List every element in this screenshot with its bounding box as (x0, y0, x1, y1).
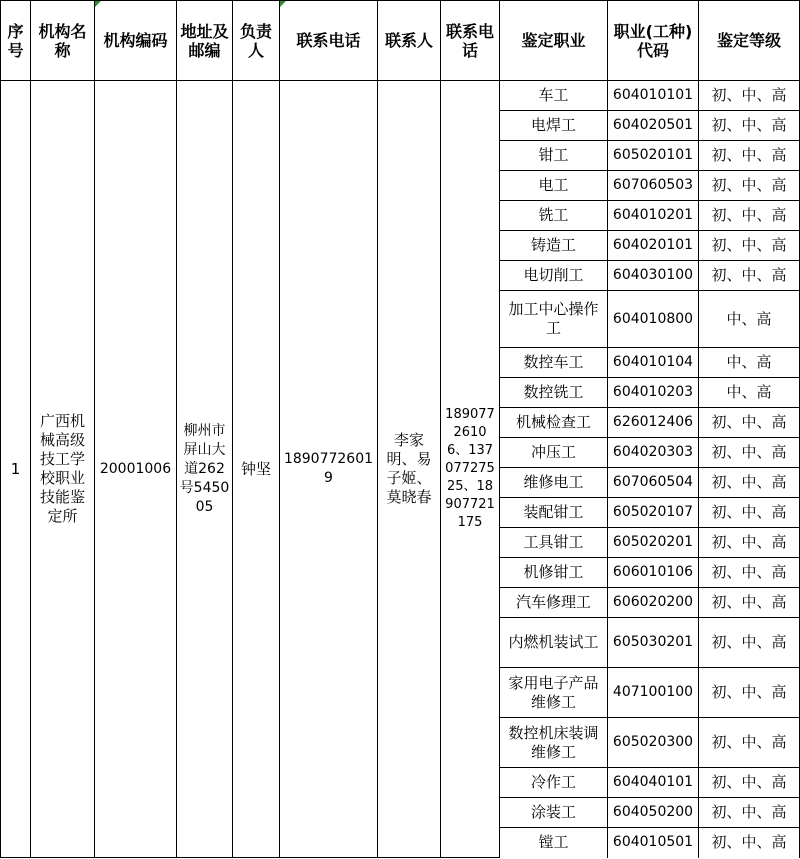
level-cell: 初、中、高 (699, 81, 800, 111)
occupation-cell: 汽车修理工 (500, 588, 608, 618)
occupation-code-cell: 604050200 (608, 798, 699, 828)
occupation-code-cell: 626012406 (608, 408, 699, 438)
occupation-cell: 工具钳工 (500, 528, 608, 558)
phone-cell: 18907726019 (280, 81, 378, 858)
header-phone: 联系电话 (280, 1, 378, 81)
head-cell: 钟坚 (233, 81, 280, 858)
header-contact-phone: 联系电话 (441, 1, 500, 81)
occupation-cell: 数控机床装调维修工 (500, 718, 608, 768)
occupation-cell: 电焊工 (500, 111, 608, 141)
occupation-cell: 冷作工 (500, 768, 608, 798)
occupation-code-cell: 605020300 (608, 718, 699, 768)
level-cell: 初、中、高 (699, 201, 800, 231)
level-cell: 初、中、高 (699, 828, 800, 858)
level-cell: 初、中、高 (699, 438, 800, 468)
level-cell: 初、中、高 (699, 498, 800, 528)
contact-cell: 李家明、易子姬、莫晓春 (378, 81, 441, 858)
occupation-cell: 铣工 (500, 201, 608, 231)
level-cell: 初、中、高 (699, 171, 800, 201)
level-cell: 初、中、高 (699, 588, 800, 618)
level-cell: 初、中、高 (699, 111, 800, 141)
occupation-code-cell: 605030201 (608, 618, 699, 668)
level-cell: 初、中、高 (699, 668, 800, 718)
level-cell: 初、中、高 (699, 141, 800, 171)
occupation-code-cell: 407100100 (608, 668, 699, 718)
occupation-code-cell: 604030100 (608, 261, 699, 291)
occupation-code-cell: 604010104 (608, 348, 699, 378)
occupation-code-cell: 605020201 (608, 528, 699, 558)
occupation-code-cell: 604010203 (608, 378, 699, 408)
occupation-code-cell: 605020107 (608, 498, 699, 528)
occupation-cell: 电切削工 (500, 261, 608, 291)
occupation-cell: 机械检查工 (500, 408, 608, 438)
occupation-cell: 车工 (500, 81, 608, 111)
occupation-code-cell: 607060504 (608, 468, 699, 498)
occupation-cell: 装配钳工 (500, 498, 608, 528)
level-cell: 初、中、高 (699, 468, 800, 498)
header-occupation: 鉴定职业 (500, 1, 608, 81)
level-cell: 中、高 (699, 348, 800, 378)
occupation-cell: 电工 (500, 171, 608, 201)
org-code-cell: 20001006 (95, 81, 177, 858)
org-name-cell: 广西机械高级技工学校职业技能鉴定所 (31, 81, 95, 858)
occupation-code-cell: 604040101 (608, 768, 699, 798)
occupation-cell: 加工中心操作工 (500, 291, 608, 348)
level-cell: 初、中、高 (699, 718, 800, 768)
occupation-cell: 铸造工 (500, 231, 608, 261)
occupation-cell: 冲压工 (500, 438, 608, 468)
occupation-code-cell: 606020200 (608, 588, 699, 618)
occupation-cell: 数控铣工 (500, 378, 608, 408)
occupation-code-cell: 604020501 (608, 111, 699, 141)
header-occupation-code: 职业(工种)代码 (608, 1, 699, 81)
occupation-code-cell: 605020101 (608, 141, 699, 171)
seq-cell: 1 (1, 81, 31, 858)
occupation-code-cell: 607060503 (608, 171, 699, 201)
occupation-cell: 内燃机装试工 (500, 618, 608, 668)
occupation-cell: 家用电子产品维修工 (500, 668, 608, 718)
occupation-cell: 维修电工 (500, 468, 608, 498)
header-contact: 联系人 (378, 1, 441, 81)
header-seq: 序号 (1, 1, 31, 81)
occupation-cell: 钳工 (500, 141, 608, 171)
table-row (1, 81, 800, 111)
level-cell: 初、中、高 (699, 528, 800, 558)
occupation-cell: 机修钳工 (500, 558, 608, 588)
header-org-name: 机构名称 (31, 1, 95, 81)
level-cell: 初、中、高 (699, 798, 800, 828)
occupation-code-cell: 604010101 (608, 81, 699, 111)
header-head: 负责人 (233, 1, 280, 81)
occupation-code-cell: 604010201 (608, 201, 699, 231)
level-cell: 中、高 (699, 378, 800, 408)
address-cell: 柳州市屏山大道262号545005 (177, 81, 233, 858)
occupation-cell: 数控车工 (500, 348, 608, 378)
contact-phone-cell: 18907726106、13707727525、18907721175 (441, 81, 500, 858)
header-address: 地址及邮编 (177, 1, 233, 81)
level-cell: 初、中、高 (699, 768, 800, 798)
level-cell: 初、中、高 (699, 408, 800, 438)
header-level: 鉴定等级 (699, 1, 800, 81)
level-cell: 中、高 (699, 291, 800, 348)
header-org-code: 机构编码 (95, 1, 177, 81)
level-cell: 初、中、高 (699, 558, 800, 588)
level-cell: 初、中、高 (699, 618, 800, 668)
level-cell: 初、中、高 (699, 231, 800, 261)
occupation-code-cell: 604010800 (608, 291, 699, 348)
level-cell: 初、中、高 (699, 261, 800, 291)
occupation-cell: 涂装工 (500, 798, 608, 828)
occupation-code-cell: 604020303 (608, 438, 699, 468)
occupation-code-cell: 606010106 (608, 558, 699, 588)
occupation-code-cell: 604020101 (608, 231, 699, 261)
occupation-cell: 镗工 (500, 828, 608, 858)
occupation-code-cell: 604010501 (608, 828, 699, 858)
header-row (1, 1, 800, 81)
